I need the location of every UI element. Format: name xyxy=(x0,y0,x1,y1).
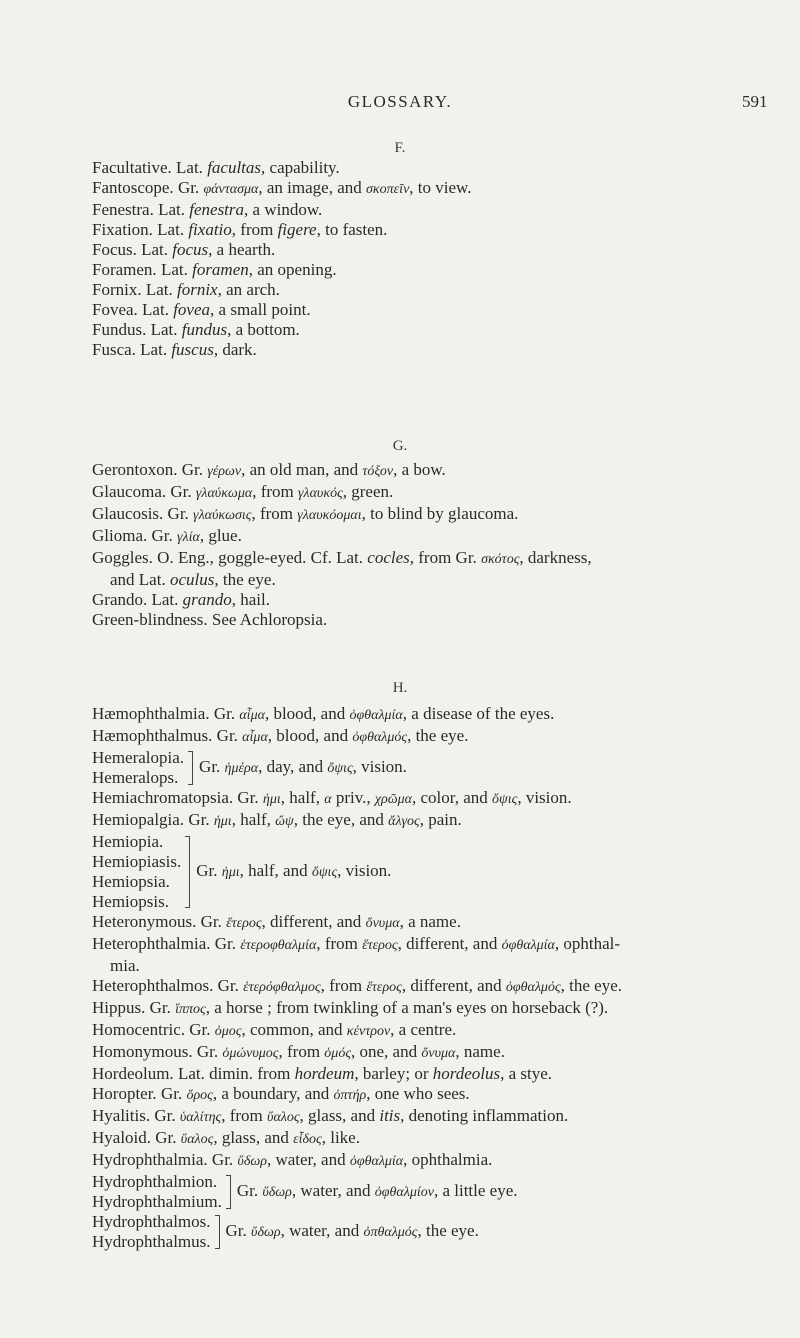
brace xyxy=(185,836,190,908)
entry-hydrophthalmia: Hydrophthalmia. Gr. ὕδωρ, water, and ὀφθαλμία, ophthalmia. xyxy=(92,1150,493,1169)
running-header-title: GLOSSARY. xyxy=(347,92,453,111)
brace xyxy=(215,1215,220,1249)
entry-facultative: Facultative. Lat. facultas, capability. xyxy=(92,158,340,177)
entry-haemophthalmus: Hæmophthalmus. Gr. αἷμα, blood, and ὀφθαλμός, the eye. xyxy=(92,726,469,745)
entry-heterophthalmos: Heterophthalmos. Gr. ἑτερόφθαλμος, from ἕτερος, different, and ὀφθαλμός, the eye. xyxy=(92,976,622,995)
entry-goggles: Goggles. O. Eng., goggle-eyed. Cf. Lat. cocles, from Gr. σκότος, darkness, and Lat. oculus, the eye. xyxy=(92,548,592,589)
entry-horopter: Horopter. Gr. ὅρος, a boundary, and ὀπτήρ, one who sees. xyxy=(92,1084,470,1103)
entry-heterophthalmia: Heterophthalmia. Gr. ἑτεροφθαλμία, from ἕτερος, different, and ὀφθαλμία, ophthal- mia. xyxy=(92,934,621,975)
brace xyxy=(226,1175,231,1209)
section-letter-g: G. xyxy=(392,438,408,454)
entry-glioma: Glioma. Gr. γλία, glue. xyxy=(92,526,242,545)
entry-homonymous: Homonymous. Gr. ὁμώνυμος, from ὁμός, one, and ὄνυμα, name. xyxy=(92,1042,505,1061)
entry-hordeolum: Hordeolum. Lat. dimin. from hordeum, barley; or hordeolus, a stye. xyxy=(92,1064,553,1083)
section-letter-f: F. xyxy=(394,140,406,156)
entry-fenestra: Fenestra. Lat. fenestra, a window. xyxy=(92,200,323,219)
entry-foramen: Foramen. Lat. foramen, an opening. xyxy=(92,260,337,279)
entry-glaucoma: Glaucoma. Gr. γλαύκωμα, from γλαυκός, green. xyxy=(92,482,394,501)
entry-gerontoxon: Gerontoxon. Gr. γέρων, an old man, and τόξον, a bow. xyxy=(92,460,446,479)
section-letter-h: H. xyxy=(392,680,408,696)
section-h-list xyxy=(92,704,764,1252)
entry-hippus: Hippus. Gr. ἵππος, a horse ; from twinkling of a man's eyes on horseback (?). xyxy=(92,998,609,1017)
entry-hemiopalgia: Hemiopalgia. Gr. ἡμι, half, ὤψ, the eye, and ἄλγος, pain. xyxy=(92,810,462,829)
entry-hyaloid: Hyaloid. Gr. ὕαλος, glass, and εἶδος, like. xyxy=(92,1128,360,1147)
entry-grando: Grando. Lat. grando, hail. xyxy=(92,590,271,609)
entry-heteronymous: Heteronymous. Gr. ἕτερος, different, and ὄνυμα, a name. xyxy=(92,912,461,931)
entry-fundus: Fundus. Lat. fundus, a bottom. xyxy=(92,320,300,339)
entry-haemophthalmia: Hæmophthalmia. Gr. αἷμα, blood, and ὀφθαλμία, a disease of the eyes. xyxy=(92,704,555,723)
entry-fantoscope: Fantoscope. Gr. φάντασμα, an image, and σκοπεῖν, to view. xyxy=(92,178,472,197)
entry-fornix: Fornix. Lat. fornix, an arch. xyxy=(92,280,280,299)
entry-glaucosis: Glaucosis. Gr. γλαύκωσις, from γλαυκόομαι, to blind by glaucoma. xyxy=(92,504,519,523)
entry-hemiachromatopsia: Hemiachromatopsia. Gr. ἡμι, half, α priv., χρῶμα, color, and ὄψις, vision. xyxy=(92,788,572,807)
section-f-list xyxy=(92,158,764,360)
group-hydrophthalmos: Hydrophthalmos. Hydrophthalmus. Gr. ὕδωρ, water, and ὀπθαλμός, the eye. xyxy=(92,1212,479,1251)
page-number: 591 xyxy=(742,92,768,111)
section-g-list xyxy=(92,460,764,630)
entry-fusca: Fusca. Lat. fuscus, dark. xyxy=(92,340,257,359)
brace xyxy=(188,751,193,785)
entry-homocentric: Homocentric. Gr. ὁμος, common, and κέντρον, a centre. xyxy=(92,1020,457,1039)
entry-focus: Focus. Lat. focus, a hearth. xyxy=(92,240,276,259)
entry-fixation: Fixation. Lat. fixatio, from figere, to fasten. xyxy=(92,220,388,239)
entry-hyalitis: Hyalitis. Gr. ὑαλίτης, from ὕαλος, glass, and itis, denoting inflammation. xyxy=(92,1106,569,1125)
group-hemiopia: Hemiopia. Hemiopiasis. Hemiopsia. Hemiopsis. Gr. ἡμι, half, and ὄψις, vision. xyxy=(92,832,392,911)
group-hemeralopia: Hemeralopia. Hemeralops. Gr. ἡμέρα, day, and ὄψις, vision. xyxy=(92,748,407,787)
entry-green-blindness: Green-blindness. See Achloropsia. xyxy=(92,610,328,629)
entry-fovea: Fovea. Lat. fovea, a small point. xyxy=(92,300,311,319)
group-hydrophthalmion: Hydrophthalmion. Hydrophthalmium. Gr. ὕδωρ, water, and ὀφθαλμίον, a little eye. xyxy=(92,1172,518,1211)
